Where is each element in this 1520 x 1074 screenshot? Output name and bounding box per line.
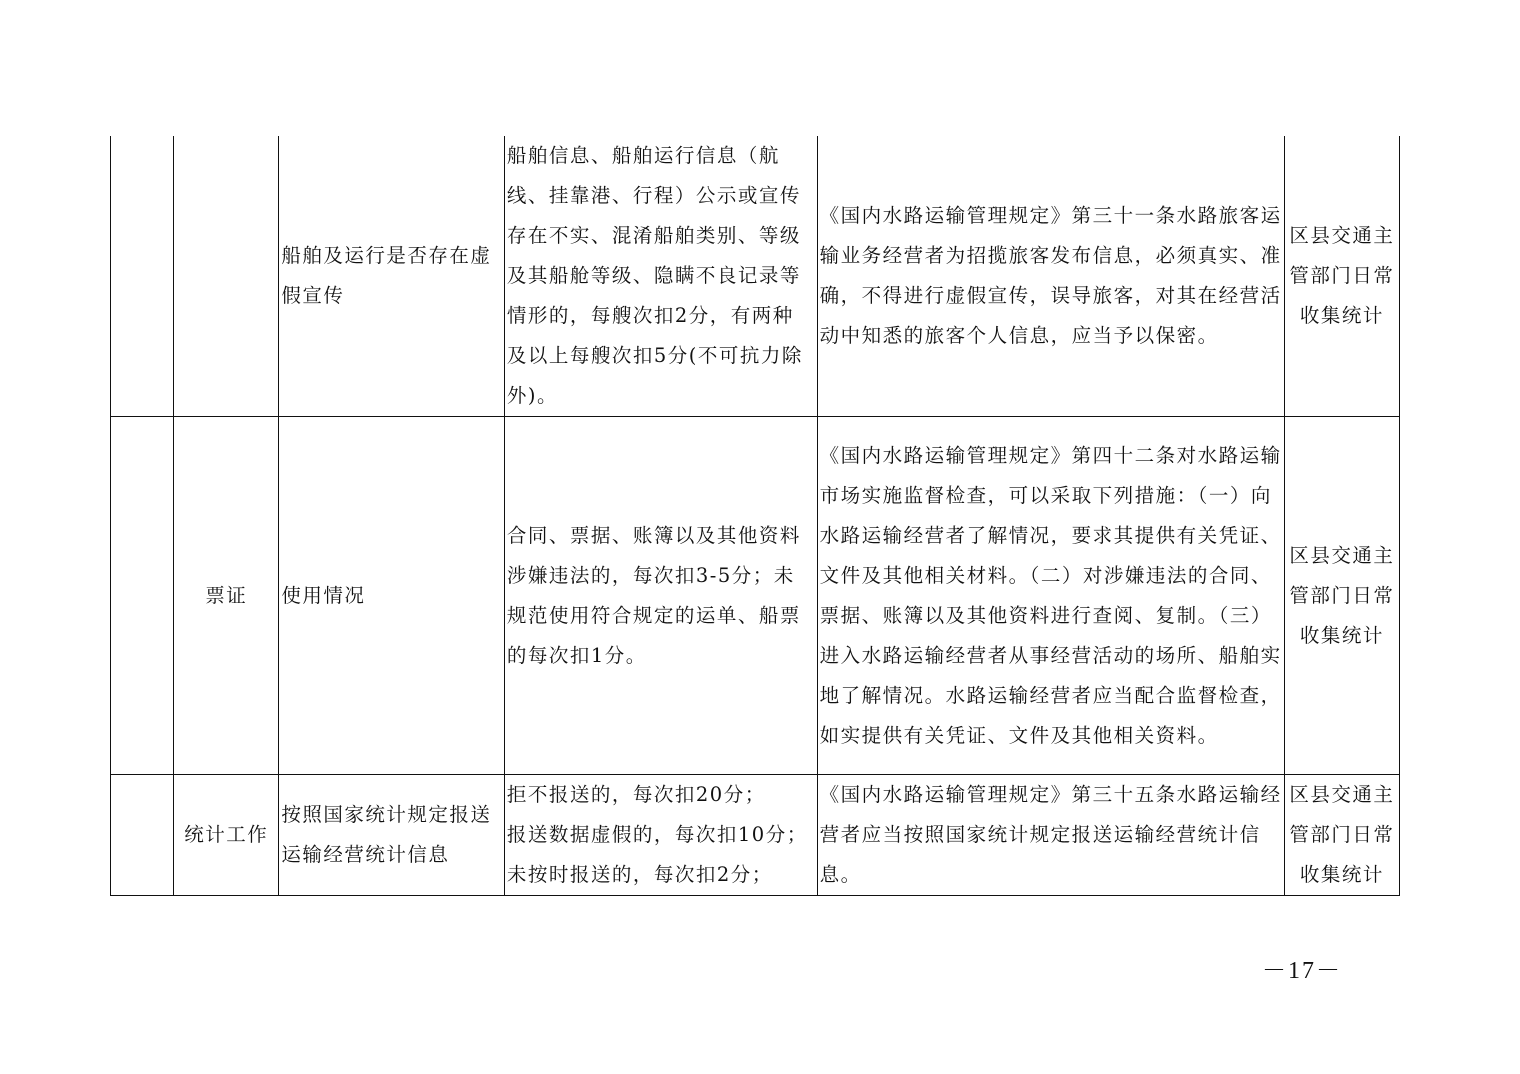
item-cell: 按照国家统计规定报送运输经营统计信息 [279,775,505,896]
category-cell: 票证 [174,417,279,775]
assessment-table [110,136,1400,896]
deduction-line: 未按时报送的，每次扣2分； [506,863,773,886]
category-cell [174,136,279,417]
basis-cell: 《国内水路运输管理规定》第四十二条对水路运输市场实施监督检查，可以采取下列措施：（一）向水路运输经营者了解情况，要求其提供有关凭证、文件及其他相关材料。（二）对涉嫌违法的合同、票据、账簿以及其他资料进行查阅、复制。（三）进入水路运输经营者从事经营活动的场所、船舶实地了解情况。水路运输经营者应当配合监督检查，如实提供有关凭证、文件及其他相关资料。 [817,417,1284,775]
deduction-line: 报送数据虚假的，每次扣10分； [506,823,808,846]
source-cell: 区县交通主管部门日常收集统计 [1284,775,1399,896]
source-cell: 区县交通主管部门日常收集统计 [1284,417,1399,775]
deduction-cell: 合同、票据、账簿以及其他资料涉嫌违法的，每次扣3-5分；未规范使用符合规定的运单、船票的每次扣1分。 [504,417,817,775]
item-cell: 船舶及运行是否存在虚假宣传 [279,136,505,417]
index-cell [111,136,174,417]
deduction-line: 拒不报送的，每次扣20分； [506,783,766,806]
basis-cell: 《国内水路运输管理规定》第三十五条水路运输经营者应当按照国家统计规定报送运输经营统计信息。 [817,775,1284,896]
item-cell: 使用情况 [279,417,505,775]
deduction-cell [504,775,817,896]
index-cell [111,775,174,896]
deduction-cell: 船舶信息、船舶运行信息（航线、挂靠港、行程）公示或宣传存在不实、混淆船舶类别、等级及其船舱等级、隐瞒不良记录等情形的，每艘次扣2分，有两种及以上每艘次扣5分(不可抗力除外)。 [504,136,817,417]
table-row [111,775,1400,896]
basis-cell: 《国内水路运输管理规定》第三十一条水路旅客运输业务经营者为招揽旅客发布信息，必须真实、准确，不得进行虚假宣传，误导旅客，对其在经营活动中知悉的旅客个人信息，应当予以保密。 [817,136,1284,417]
page-number: －17－ [1262,958,1342,984]
table-row [111,136,1400,417]
category-cell: 统计工作 [174,775,279,896]
source-cell: 区县交通主管部门日常收集统计 [1284,136,1399,417]
index-cell [111,417,174,775]
table-row [111,417,1400,775]
